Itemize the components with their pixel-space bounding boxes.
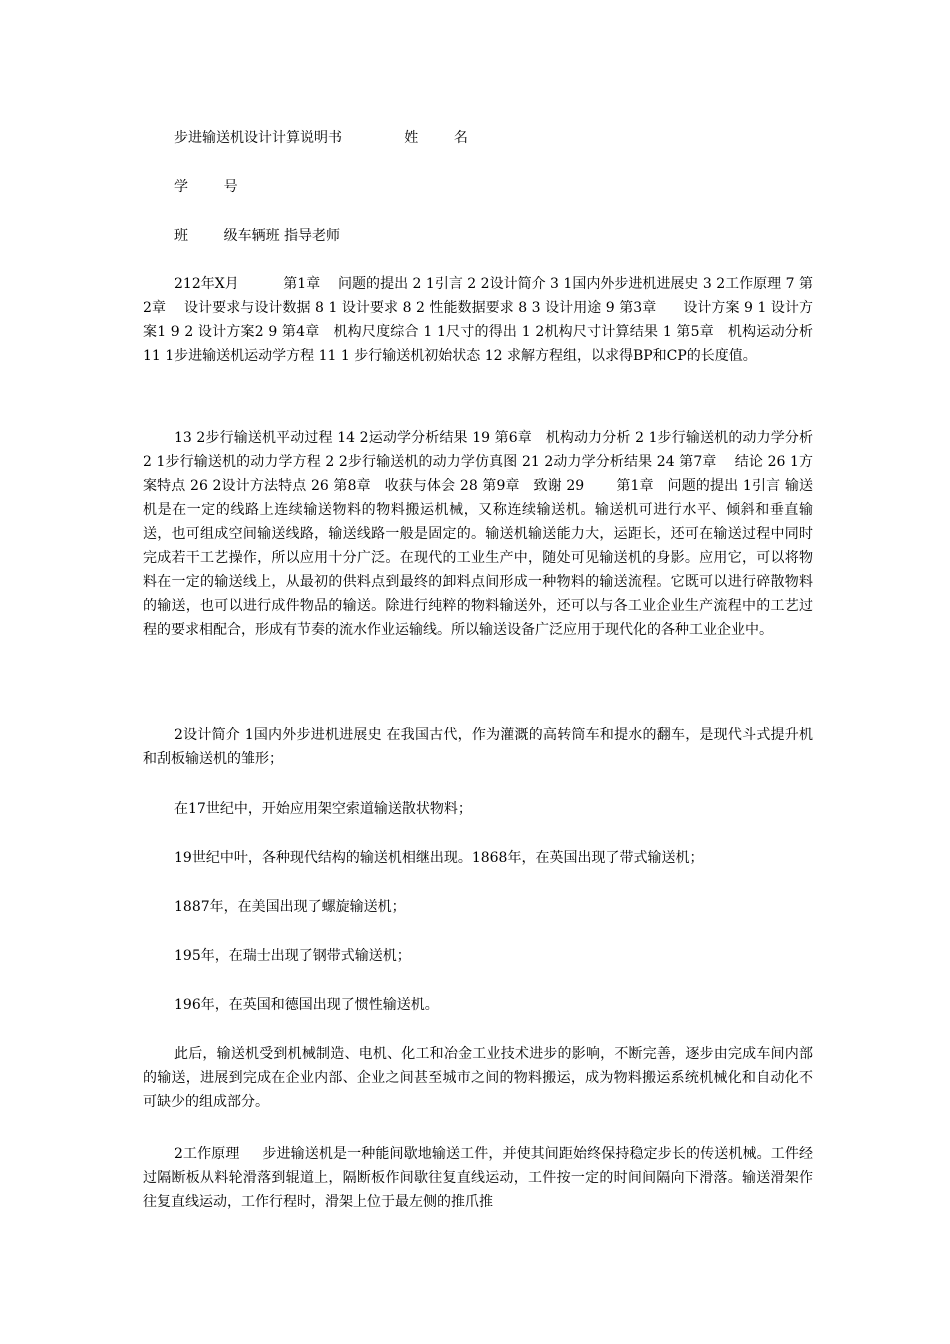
table-of-contents-paragraph-1: 212年X月 第1章 问题的提出 2 1引言 2 2设计简介 3 1国内外步进机进展史 3 2工作原理 7 第2章 设计要求与设计数据 8 1 设计要求 8 2 性能数据要求 8 3 设计用途 9 第3章 设计方案 9 1 设计方案1 9 2 设计方案2 9 第4章 机构尺度综合 1 1尺寸的得出 1 2机构尺寸计算结果 1 第5章 机构运动分析 11 1步进输送机运动学方程 11 1 步行输送机初始状态 12 求解方程组，以求得BP和CP的长度值。 — [143, 276, 818, 364]
history-195: 195年，在瑞士出现了钢带式输送机； — [174, 948, 411, 964]
class-advisor-line: 班 级车辆班 指导老师 — [174, 228, 341, 244]
title-line: 步进输送机设计计算说明书 姓 名 — [174, 130, 468, 146]
history-1887: 1887年，在美国出现了螺旋输送机； — [174, 899, 406, 915]
history-196: 196年，在英国和德国出现了惯性输送机。 — [174, 997, 439, 1013]
student-id-line: 学 号 — [174, 179, 238, 195]
history-intro-paragraph: 2设计简介 1国内外步进机进展史 在我国古代，作为灌溉的高转筒车和提水的翻车，是现代斗式提升机和刮板输送机的雏形； — [143, 727, 813, 767]
table-of-contents-paragraph-2: 13 2步行输送机平动过程 14 2运动学分析结果 19 第6章 机构动力分析 2 1步行输送机的动力学分析 2 1步行输送机的动力学方程 2 2步行输送机的动力学仿真图 21 2动力学分析结果 24 第7章 结论 26 1方案特点 26 2设计方法特点 26 第8章 收获与体会 28 第9章 致谢 29 第1章 问题的提出 1引言 输送机是在一定的线路上连续输送物料的物料搬运机械，又称连续输送机。输送机可进行水平、倾斜和垂直输送，也可组成空间输送线路，输送线路一般是固定的。输送机输送能力大，运距长，还可在输送过程中同时完成若干工艺操作，所以应用十分广泛。在现代的工业生产中，随处可见输送机的身影。应用它，可以将物料在一定的输送线上，从最初的供料点到最终的卸料点间形成一种物料的输送流程。它既可以进行碎散物料的输送，也可以进行成件物品的输送。除进行纯粹的物料输送外，还可以与各工业企业生产流程中的工艺过程的要求相配合，形成有节奏的流水作业运输线。所以输送设备广泛应用于现代化的各种工业企业中。 — [143, 430, 818, 638]
history-19th-century: 19世纪中叶，各种现代结构的输送机相继出现。1868年，在英国出现了带式输送机； — [174, 850, 704, 866]
history-development-paragraph: 此后，输送机受到机械制造、电机、化工和冶金工业技术进步的影响，不断完善，逐步由完成车间内部的输送，进展到完成在企业内部、企业之间甚至城市之间的物料搬运，成为物料搬运系统机械化和自动化不可缺少的组成部分。 — [143, 1046, 813, 1110]
working-principle-paragraph: 2工作原理 步进输送机是一种能间歇地输送工件，并使其间距始终保持稳定步长的传送机械。工件经过隔断板从料轮滑落到辊道上，隔断板作间歇往复直线运动，工件按一定的时间间隔向下滑落。输送滑架作往复直线运动，工作行程时，滑架上位于最左侧的推爪推 — [143, 1146, 813, 1210]
history-17th-century: 在17世纪中，开始应用架空索道输送散状物料； — [174, 801, 472, 817]
